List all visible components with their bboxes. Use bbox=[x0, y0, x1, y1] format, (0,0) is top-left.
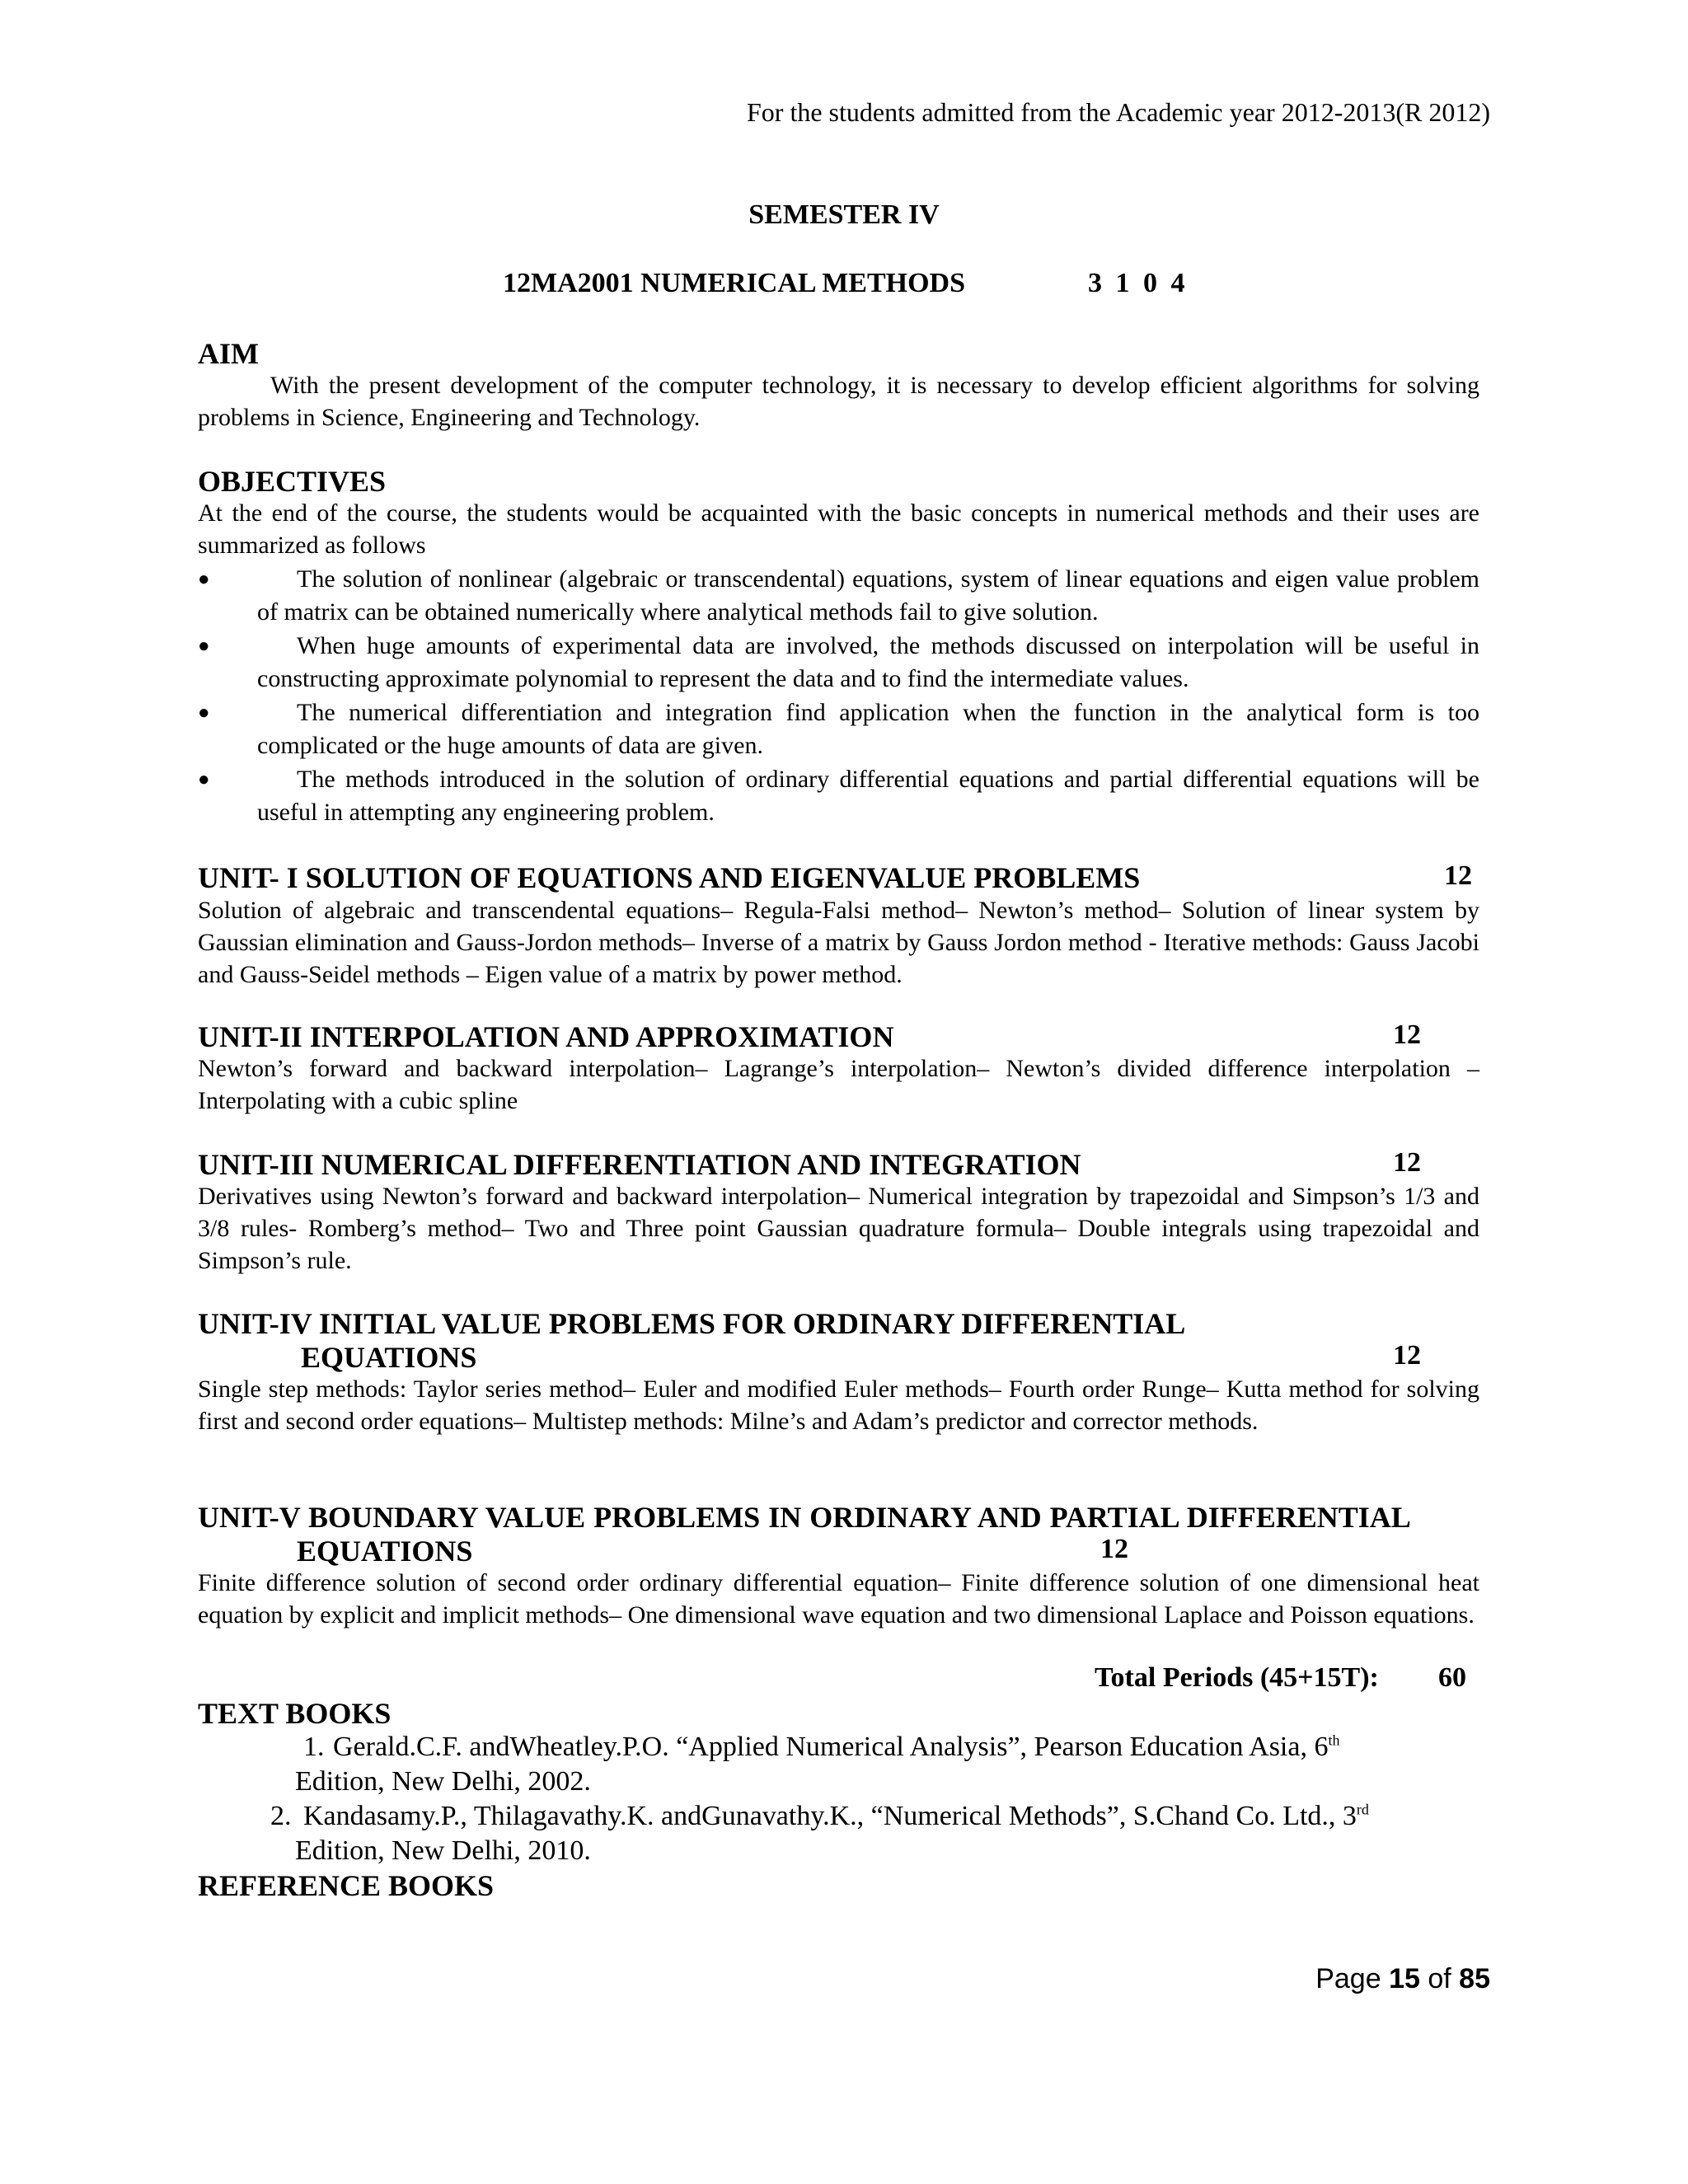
unit-4-hours: 12 bbox=[1393, 1340, 1421, 1371]
header-note: For the students admitted from the Academic year 2012-2013(R 2012) bbox=[746, 97, 1490, 127]
objectives-intro: At the end of the course, the students would be acquainted with the basic concepts in numerical methods and their uses are summarized as follows bbox=[198, 499, 1479, 559]
unit-1-text: Solution of algebraic and transcendental equations– Regula-Falsi method– Newton’s method– Solution of linear system by Gaussian elimination and Gauss-Jordon methods– Inverse of a matrix by Gauss Jordon method - Iterative methods: Gauss Jacobi and Gauss-Seidel methods – Eigen value of a matrix by power method. bbox=[198, 897, 1479, 988]
objective-item bbox=[198, 630, 1479, 696]
total-periods-label: Total Periods (45+15T): bbox=[1095, 1662, 1379, 1693]
text-book-1-num: 1. bbox=[303, 1732, 325, 1762]
unit-5-title: UNIT-V BOUNDARY VALUE PROBLEMS IN ORDINARY AND PARTIAL DIFFERENTIAL bbox=[198, 1501, 1411, 1534]
bullet-icon: ● bbox=[198, 569, 210, 590]
unit-2-title: UNIT-II INTERPOLATION AND APPROXIMATION bbox=[198, 1020, 894, 1053]
objective-item bbox=[198, 763, 1479, 829]
unit-1-hours: 12 bbox=[1444, 860, 1472, 891]
objective-text: When huge amounts of experimental data are involved, the methods discussed on interpolation will be useful in constructing approximate polynomial to represent the data and to find the intermediate values. bbox=[257, 632, 1479, 692]
objective-text: The methods introduced in the solution of ordinary differential equations and partial differential equations will be useful in attempting any engineering problem. bbox=[257, 766, 1479, 826]
objective-item bbox=[198, 696, 1479, 762]
total-periods-value: 60 bbox=[1438, 1662, 1466, 1693]
course-title: 12MA2001 NUMERICAL METHODS bbox=[503, 268, 966, 298]
text-book-2-main: Kandasamy.P., Thilagavathy.K. andGunavathy.K., “Numerical Methods”, S.Chand Co. Ltd., 3 bbox=[303, 1801, 1357, 1831]
objective-text: The solution of nonlinear (algebraic or transcendental) equations, system of linear equations and eigen value problem of matrix can be obtained numerically where analytical methods fail to give solution. bbox=[257, 565, 1479, 626]
unit-5-text: Finite difference solution of second order ordinary differential equation– Finite difference solution of one dimensional heat equation by explicit and implicit methods– One dimensional wave equation and two dimensional Laplace and Poisson equations. bbox=[198, 1569, 1479, 1629]
unit-4-text: Single step methods: Taylor series method– Euler and modified Euler methods– Fourth order Runge– Kutta method for solving first and second order equations– Multistep methods: Milne’s and Adam’s predictor and corrector methods. bbox=[198, 1376, 1479, 1435]
bullet-icon: ● bbox=[198, 635, 210, 657]
text-book-1-main: Gerald.C.F. andWheatley.P.O. “Applied Numerical Analysis”, Pearson Education Asia, 6 bbox=[333, 1732, 1329, 1762]
objectives-heading: OBJECTIVES bbox=[198, 465, 387, 498]
objective-text: The numerical differentiation and integration find application when the function in the analytical form is too complicated or the huge amounts of data are given. bbox=[257, 699, 1479, 759]
unit-3-hours: 12 bbox=[1393, 1147, 1421, 1178]
reference-books-heading: REFERENCE BOOKS bbox=[198, 1869, 495, 1902]
text-book-2-line2: Edition, New Delhi, 2010. bbox=[295, 1835, 591, 1866]
semester-title: SEMESTER IV bbox=[748, 199, 940, 230]
unit-2-text: Newton’s forward and backward interpolation– Lagrange’s interpolation– Newton’s divided difference interpolation – Interpolating with a cubic spline bbox=[198, 1055, 1479, 1114]
course-credits: 3 1 0 4 bbox=[1088, 268, 1185, 298]
text-book-1 bbox=[333, 1730, 1479, 1765]
page-total: 85 bbox=[1459, 1963, 1490, 1994]
unit-5-title-line2: EQUATIONS bbox=[297, 1535, 473, 1568]
bullet-icon: ● bbox=[198, 769, 210, 790]
aim-heading: AIM bbox=[198, 337, 259, 370]
unit-3-title: UNIT-III NUMERICAL DIFFERENTIATION AND INTEGRATION bbox=[198, 1148, 1081, 1181]
unit-4-title: UNIT-IV INITIAL VALUE PROBLEMS FOR ORDINARY DIFFERENTIAL bbox=[198, 1307, 1186, 1340]
aim-text: With the present development of the computer technology, it is necessary to develop efficient algorithms for solving problems in Science, Engineering and Technology. bbox=[198, 372, 1479, 431]
unit-2-hours: 12 bbox=[1393, 1019, 1421, 1050]
objective-item bbox=[198, 563, 1479, 629]
unit-4-title-line2: EQUATIONS bbox=[301, 1341, 477, 1374]
text-book-1-sup: th bbox=[1328, 1732, 1340, 1749]
page-prefix: Page bbox=[1315, 1963, 1381, 1994]
page-current: 15 bbox=[1389, 1963, 1420, 1994]
page-number bbox=[1315, 1963, 1490, 1995]
page-of: of bbox=[1428, 1963, 1451, 1994]
bullet-icon: ● bbox=[198, 702, 210, 724]
text-books-heading: TEXT BOOKS bbox=[198, 1697, 392, 1730]
unit-1-title: UNIT- I SOLUTION OF EQUATIONS AND EIGENVALUE PROBLEMS bbox=[198, 861, 1141, 894]
text-book-1-line2: Edition, New Delhi, 2002. bbox=[295, 1766, 591, 1797]
text-book-2-num: 2. bbox=[270, 1801, 292, 1831]
text-book-2 bbox=[303, 1799, 1479, 1834]
unit-3-text: Derivatives using Newton’s forward and backward interpolation– Numerical integration by trapezoidal and Simpson’s 1/3 and 3/8 rules- Romberg’s method– Two and Three point Gaussian quadrature formula– Double integrals using trapezoidal and Simpson’s rule. bbox=[198, 1183, 1479, 1274]
text-book-2-sup: rd bbox=[1356, 1801, 1369, 1818]
unit-5-hours: 12 bbox=[1100, 1534, 1128, 1564]
